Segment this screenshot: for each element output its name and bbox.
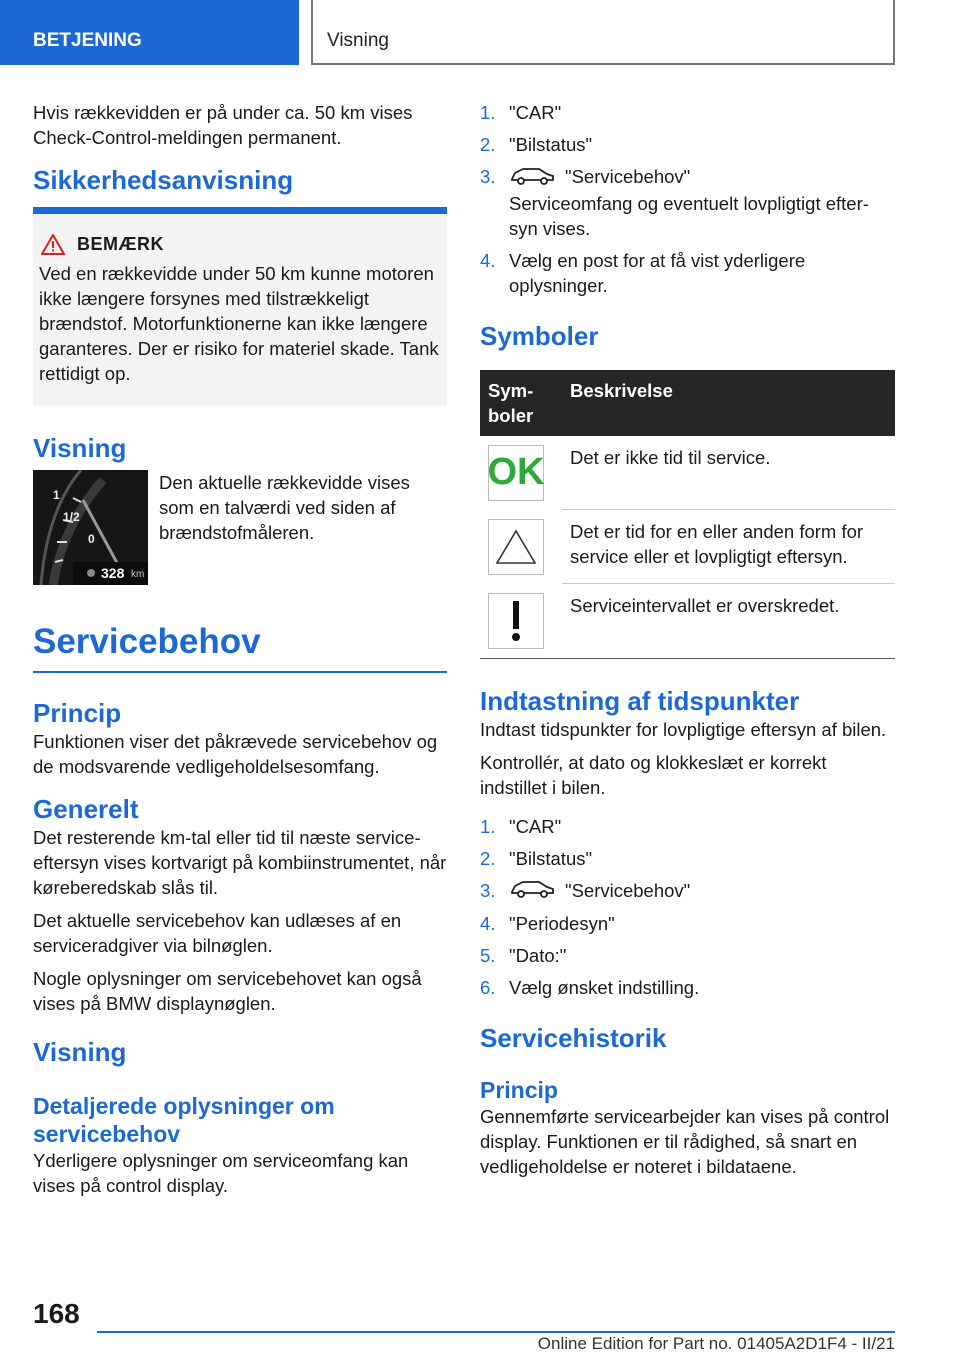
history-heading: Servicehistorik <box>480 1023 667 1054</box>
list-item: 3. "Servicebehov" <box>480 878 895 905</box>
detail-text: Yderligere oplysninger om serviceomfang kan vises på control display. <box>33 1150 409 1196</box>
history-text: Gennemførte servicearbejder kan vises på control display. Funktionen er til rådighed, så snart en vedligeholdelse er noteret i bildataene. <box>480 1106 890 1178</box>
table-header-description: Beskrivelse <box>562 370 895 436</box>
fuel-gauge-image <box>33 470 148 585</box>
step-list-2 <box>480 814 895 1001</box>
page-number: 168 <box>33 1298 80 1329</box>
step-extra: Serviceomfang og eventuelt lovpligtigt efter-syn vises. <box>509 192 869 239</box>
table-cell: Serviceintervallet er overskredet. <box>562 584 895 659</box>
list-item: 4. "Periodesyn" <box>480 913 615 935</box>
car-icon <box>509 879 555 904</box>
right-column <box>480 100 895 1187</box>
note-header <box>39 234 441 255</box>
warning-triangle-icon <box>488 519 544 575</box>
gauge-range-value: 328 <box>101 565 125 581</box>
dates-paragraph-1: Indtast tidspunkter for lovpligtige eftersyn af bilen. <box>480 718 887 740</box>
detail-heading: Detaljerede oplysninger om servicebehov <box>33 1093 335 1147</box>
intro-paragraph: Hvis rækkevidden er på under ca. 50 km vises Check-Control-meldingen permanent. <box>33 102 413 148</box>
list-item: 2. "Bilstatus" <box>480 134 593 155</box>
gauge-mark-empty: 0 <box>88 532 95 546</box>
warning-icon <box>41 234 65 255</box>
list-item: 3. "Servicebehov" Serviceomfang og eventuelt lovpligtigt efter-syn vises. <box>480 166 869 239</box>
table-row <box>480 584 895 659</box>
list-item: 4. Vælg en post for at få vist yderligere oplysninger. <box>480 249 806 296</box>
note-text: Ved en rækkevidde under 50 km kunne motoren ikke længere forsynes med tilstrækkeligt brændstof. Motorfunktionerne kan ikke længere garanteres. Der er risiko for materiel skade. Tank rettidigt op. <box>39 263 439 384</box>
list-item: 2. "Bilstatus" <box>480 847 593 869</box>
footer-edition: Online Edition for Part no. 01405A2D1F4 - II/21 <box>537 1334 895 1353</box>
step-list-1 <box>480 100 895 298</box>
general-paragraph-1: Det resterende km-tal eller tid til næste service-eftersyn vises kortvarigt på kombiinstrumentet, når køreberedskab slås til. <box>33 827 447 898</box>
note-label: BEMÆRK <box>77 234 164 254</box>
ok-symbol-icon <box>488 445 544 501</box>
symbols-table <box>480 370 895 659</box>
ok-symbol-label: OK <box>487 451 545 494</box>
chapter-tab <box>311 0 895 65</box>
list-item: 6. Vælg ønsket indstilling. <box>480 977 700 999</box>
dates-heading: Indtastning af tidspunkter <box>480 685 800 716</box>
gauge-mark-full: 1 <box>53 488 60 502</box>
general-heading: Generelt <box>33 794 139 824</box>
section-tab <box>0 0 299 65</box>
table-row <box>480 436 895 510</box>
list-item: 5. "Dato:" <box>480 945 567 967</box>
list-item: 1. "CAR" <box>480 102 562 123</box>
footer-divider <box>97 1331 895 1333</box>
general-paragraph-2: Det aktuelle servicebehov kan udlæses af en serviceradgiver via bilnøglen. <box>33 910 402 956</box>
note-box <box>33 214 447 406</box>
exclamation-icon <box>488 593 544 649</box>
general-paragraph-3: Nogle oplysninger om servicebehovet kan også vises på BMW displaynøglen. <box>33 968 422 1014</box>
principle-heading: Princip <box>33 698 122 728</box>
history-principle-heading: Princip <box>480 1077 558 1104</box>
table-header-symbols: Sym-boler <box>480 370 562 436</box>
display-row <box>33 470 447 585</box>
display-text: Den aktuelle rækkevidde vises som en talværdi ved siden af brændstofmåleren. <box>159 472 410 543</box>
chapter-label: Visning <box>327 30 389 51</box>
safety-heading: Sikkerhedsanvisning <box>33 165 294 195</box>
safety-bar <box>33 207 447 214</box>
gauge-range-unit: km <box>131 569 145 580</box>
display2-heading: Visning <box>33 1037 127 1067</box>
table-row <box>480 510 895 584</box>
car-icon <box>509 166 555 191</box>
display-heading: Visning <box>33 433 127 463</box>
section-label: BETJENING <box>33 30 142 51</box>
symbols-heading: Symboler <box>480 320 599 351</box>
principle-text: Funktionen viser det påkrævede servicebehov og de modsvarende vedligeholdelsesomfang. <box>33 731 438 777</box>
dates-paragraph-2: Kontrollér, at dato og klokkeslæt er korrekt indstillet i bilen. <box>480 751 827 798</box>
service-heading: Servicebehov <box>33 621 447 673</box>
table-cell: Det er ikke tid til service. <box>562 436 895 510</box>
left-column <box>33 100 447 1206</box>
table-cell: Det er tid for en eller anden form for service eller et lovpligtigt eftersyn. <box>562 510 895 584</box>
gauge-mark-half: 1/2 <box>63 510 80 524</box>
list-item: 1. "CAR" <box>480 815 562 837</box>
